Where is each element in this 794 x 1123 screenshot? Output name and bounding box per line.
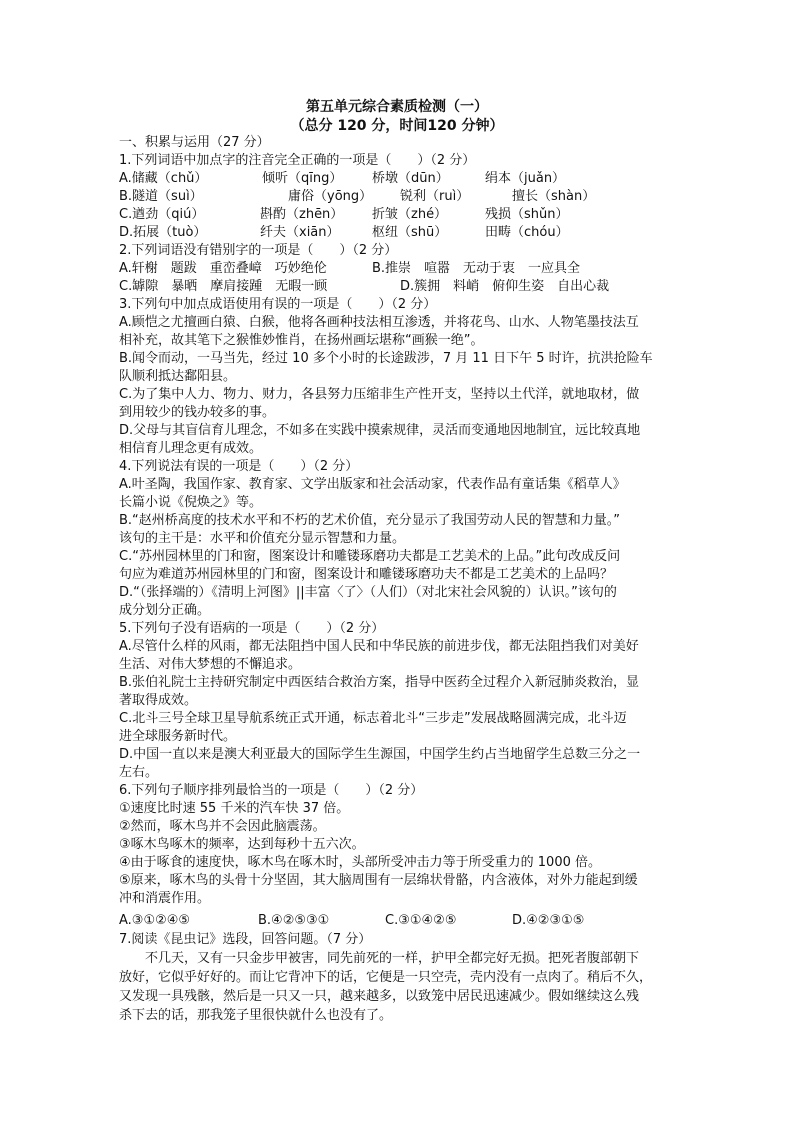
text-line: B.闻令而动，一马当先，经过 10 多个小时的长途跋涉，7 月 11 日下午 5 时许，抗洪抢险车 — [119, 351, 653, 366]
section-heading: 一、积累与运用（27 分） — [119, 135, 270, 150]
text-line: D.“（张择端的）《清明上河图》||丰富〈了〉（人们）（对北宋社会风貌的）认识。”该句的 — [119, 585, 617, 600]
option-b: B.推崇 喧嚣 无动于衷 一应具全 — [372, 261, 581, 276]
text-line: A.顾恺之尤擅画白猿、白猴，他将各画种技法相互渗透，并将花鸟、山水、人物笔墨技法互 — [119, 315, 639, 330]
option-d-word: 纤夫（xiān） — [260, 225, 340, 240]
option-a-word: A.储藏（chǔ） — [119, 171, 208, 186]
question-stem: 5.下列句子没有语病的一项是（ ）（2 分） — [119, 621, 385, 636]
text-line: B.张伯礼院士主持研究制定中西医结合救治方案，指导中医药全过程介入新冠肺炎救治，显 — [119, 675, 640, 690]
text-line: 相信育儿理念更有成效。 — [119, 441, 263, 456]
question-stem: 2.下列词语没有错别字的一项是（ ）（2 分） — [119, 243, 398, 258]
text-line: 进全球服务新时代。 — [119, 729, 237, 744]
sentence-4: ④由于啄食的速度快，啄木鸟在啄木时，头部所受冲击力等于所受重力的 1000 倍。 — [119, 855, 602, 870]
option-c-word: 斟酌（zhēn） — [260, 207, 344, 222]
text-line: C.“苏州园林里的门和窗，图案设计和雕镂琢磨功夫都是工艺美术的上品。”此句改成反问 — [119, 549, 621, 564]
option-c-word: 残损（shǔn） — [485, 207, 569, 222]
option-c: C.③①④②⑤ — [385, 913, 457, 928]
option-a-word: 倾听（qīng） — [262, 171, 343, 186]
text-line: D.父母与其盲信育儿理念，不如多在实践中摸索规律，灵活而变通地因地制宜，远比较真地 — [119, 423, 641, 438]
option-c-word: 折皱（zhé） — [372, 207, 448, 222]
text-line: 该句的主干是：水平和价值充分显示智慧和力量。 — [119, 531, 406, 546]
text-line: 相补充，故其笔下之猴惟妙惟肖，在扬州画坛堪称“画猴一绝”。 — [119, 333, 484, 348]
text-line: 左右。 — [119, 765, 159, 780]
option-b-word: B.隧道（suì） — [119, 189, 203, 204]
text-line: C.北斗三号全球卫星导航系统正式开通，标志着北斗“三步走”发展战略圆满完成，北斗迈 — [119, 711, 627, 726]
page-title: 第五单元综合素质检测（一） — [306, 99, 488, 115]
option-d: D.④②③①⑤ — [512, 913, 585, 928]
text-line: B.“赵州桥高度的技术水平和不朽的艺术价值，充分显示了我国劳动人民的智慧和力量。” — [119, 513, 621, 528]
option-d-word: 田畴（chóu） — [485, 225, 569, 240]
option-d: D.簇拥 料峭 俯仰生姿 自出心裁 — [400, 279, 610, 294]
text-line: 句应为难道苏州园林里的门和窗，图案设计和雕镂琢磨功夫不都是工艺美术的上品吗？ — [119, 567, 614, 582]
page-subtitle: （总分 120 分，时间120 分钟） — [290, 118, 504, 134]
sentence-3: ③啄木鸟啄木的频率，达到每秒十五六次。 — [119, 837, 365, 852]
text-line: 生活、对伟大梦想的不懈追求。 — [119, 657, 302, 672]
option-a: A.③①②④⑤ — [119, 913, 191, 928]
text-line: 长篇小说《倪焕之》等。 — [119, 495, 263, 510]
text-line: A.叶圣陶，我国作家、教育家、文学出版家和社会活动家，代表作品有童话集《稻草人》 — [119, 477, 626, 492]
text-line: 到用较少的钱办较多的事。 — [119, 405, 276, 420]
question-stem: 3.下列句中加点成语使用有误的一项是（ ）（2 分） — [119, 297, 437, 312]
option-a-word: 桥墩（dūn） — [372, 171, 449, 186]
question-stem: 6.下列句子顺序排列最恰当的一项是（ ）（2 分） — [119, 783, 424, 798]
text-line: A.尽管什么样的风雨，都无法阻挡中国人民和中华民族的前进步伐，都无法阻挡我们对美好 — [119, 639, 639, 654]
option-a: A.轩榭 题跋 重峦叠嶂 巧妙绝伦 — [119, 261, 327, 276]
text-line: C.为了集中人力、物力、财力，各县努力压缩非生产性开支，坚持以土代洋，就地取材，做 — [119, 387, 640, 402]
text-line: D.中国一直以来是澳大利亚最大的国际学生生源国，中国学生约占当地留学生总数三分之一 — [119, 747, 641, 762]
text-line: 队顺利抵达鄱阳县。 — [119, 369, 237, 384]
option-d-word: 枢纽（shū） — [372, 225, 448, 240]
sentence-2: ②然而，啄木鸟并不会因此脑震荡。 — [119, 819, 326, 834]
text-line: 著取得成效。 — [119, 693, 198, 708]
sentence-1: ①速度比时速 55 千米的汽车快 37 倍。 — [119, 801, 350, 816]
option-b-word: 擅长（shàn） — [512, 189, 596, 204]
passage-line: 又发现一具残骸，然后是一只又一只，越来越多，以致笼中居民迅速减少。假如继续这么残 — [119, 989, 640, 1004]
question-stem: 7.阅读《昆虫记》选段，回答问题。（7 分） — [119, 932, 372, 947]
option-b: B.④②⑤③① — [258, 913, 330, 928]
passage-line: 放好，它似乎好好的。而让它背冲下的话，它便是一只空壳，壳内没有一点肉了。稍后不久， — [119, 970, 653, 985]
passage-line: 不几天，又有一只金步甲被害，同先前死的一样，护甲全都完好无损。把死者腹部朝下 — [145, 951, 640, 966]
option-c-word: C.遒劲（qiú） — [119, 207, 205, 222]
option-c: C.罅隙 暴晒 摩肩接踵 无暇一顾 — [119, 279, 328, 294]
sentence-5: ⑤原来，啄木鸟的头骨十分坚固，其大脑周围有一层绵状骨骼，内含液体，对外力能起到缓 — [119, 873, 638, 888]
option-b-word: 庸俗（yōng） — [288, 189, 373, 204]
passage-line: 杀下去的话，那我笼子里很快就什么也没有了。 — [119, 1008, 393, 1023]
option-b-word: 锐利（ruì） — [400, 189, 470, 204]
question-stem: 1.下列词语中加点字的注音完全正确的一项是（ ）（2 分） — [119, 153, 476, 168]
text-line: 成分划分正确。 — [119, 603, 211, 618]
sentence-5-cont: 冲和消震作用。 — [119, 891, 211, 906]
option-d-word: D.拓展（tuò） — [119, 225, 207, 240]
option-a-word: 绢本（juǎn） — [485, 171, 566, 186]
question-stem: 4.下列说法有误的一项是（ ）（2 分） — [119, 459, 359, 474]
